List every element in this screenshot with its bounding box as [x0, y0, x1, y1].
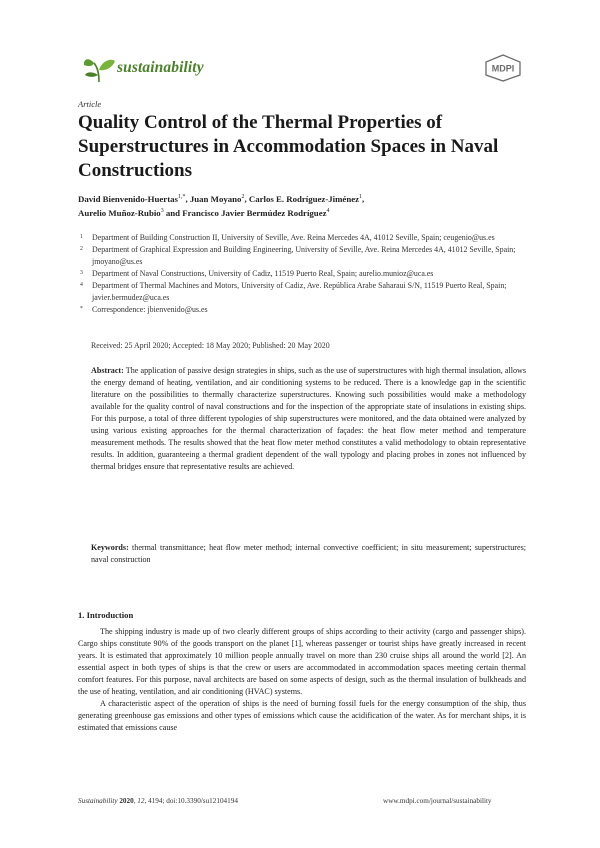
affiliation-list: [78, 232, 528, 316]
paragraph: A characteristic aspect of the operation of ships is the need of burning fossil fuels for the energy consumption of the ship, thus generating greenhouse gas emissions and other types of emissions which cause the acidification of the water. As for merchant ships, it is estimated that emissions cause: [78, 699, 526, 733]
abstract-label: Abstract:: [91, 366, 124, 375]
affiliation-text: Department of Naval Constructions, University of Cadiz, 11519 Puerto Real, Spain; aurelio.munioz@uca.es: [92, 269, 434, 278]
affiliation-number: *: [80, 306, 83, 312]
author-name: Aurelio Muñoz-Rubio: [78, 207, 161, 218]
author-name: Juan Moyano: [189, 194, 242, 204]
keywords-text: thermal transmittance; heat flow meter method; internal convective coefficient; in situ measurement; superstructures; naval construction: [91, 543, 526, 565]
section-heading: 1. Introduction: [78, 610, 134, 620]
publication-dates: Received: 25 April 2020; Accepted: 18 May 2020; Published: 20 May 2020: [91, 341, 330, 350]
affiliation-number: 1: [80, 234, 83, 240]
abstract-text: The application of passive design strategies in ships, such as the use of superstructures with high thermal insulation, allows the energy demand of heating, ventilation, and air conditioning systems to be reduced. There is a knowledge gap in the scientific literature on the possibilities to thermally characterize superstructures. Knowing such possibilities would make a methodology available for the quality control of naval constructions and for the inspection of the appropriate state of insulations in existing ships. For this purpose, a total of three different typologies of ship superstructures were monitored, and the data obtained were analyzed by using various existing approaches for the thermal characterization of façades: the heat flow meter method and temperature measurement methods. The results showed that the heat flow meter method constitutes a valid methodology to obtain representative results. In addition, guaranteeing a thermal gradient dependent of the wall typology and placing probes in zones not influenced by thermal bridges ensure that representative results are achieved.: [91, 366, 526, 472]
footer-doi: , 4194; doi:10.3390/su12104194: [144, 797, 238, 805]
affiliation-text: Department of Building Construction II, University of Seville, Ave. Reina Mercedes 4A, 41012 Seville, Spain; ceugenio@us.es: [92, 233, 495, 242]
mdpi-logo-text: MDPI: [491, 63, 515, 74]
author-name: Carlos E. Rodríguez-Jiménez: [248, 194, 360, 204]
author-separator: ,: [185, 194, 190, 204]
author-separator: ,: [244, 194, 249, 204]
author-affiliation-mark: 2: [241, 194, 245, 201]
footer-citation: Sustainability 2020, 12, 4194; doi:10.3390/su12104194: [78, 797, 238, 805]
affiliation-text: Department of Graphical Expression and Building Engineering, University of Seville, Ave. Reina Mercedes 4A, 41012 Seville, Spain; jmoyano@us.es: [92, 245, 516, 266]
affiliation-item: [78, 232, 528, 244]
affiliation-number: 4: [80, 282, 83, 288]
author-name: Francisco Javier Bermúdez Rodríguez: [182, 207, 327, 218]
affiliation-item: [78, 268, 528, 280]
author-separator: ,: [362, 194, 365, 204]
leaf-sprout-icon: [82, 54, 116, 84]
author-name: David Bienvenido-Huertas: [78, 194, 178, 204]
footer-journal-url[interactable]: www.mdpi.com/journal/sustainability: [383, 797, 492, 805]
footer-journal: Sustainability: [78, 797, 118, 805]
body-text: [78, 626, 526, 734]
footer-volume: 12: [137, 797, 145, 805]
journal-name: sustainability: [117, 59, 204, 76]
article-type: Article: [78, 99, 102, 109]
keywords: [91, 542, 526, 566]
footer-year: 2020: [119, 797, 134, 805]
author-affiliation-mark: 1,*: [177, 194, 186, 201]
mdpi-logo: [484, 54, 522, 82]
keywords-label: Keywords:: [91, 543, 129, 552]
author-separator: and: [163, 207, 183, 218]
affiliation-item: [78, 280, 528, 304]
affiliation-text: Department of Thermal Machines and Motors, University of Cadiz, Ave. República Arabe Saharaui S/N, 11519 Puerto Real, Spain; javier.bermudez@uca.es: [92, 281, 507, 302]
affiliation-number: 3: [80, 270, 83, 276]
paragraph: The shipping industry is made up of two clearly different groups of ships according to their activity (cargo and passenger ships). Cargo ships constitute 90% of the goods transport on the planet [1], whereas passenger or tourist ships have greatly increased in recent years. It is estimated that approximately 10 million people annually travel on more than 230 cruise ships all around the world [2]. An essential aspect in both types of ships is that the crew or users are accommodated in accommodation spaces meeting certain thermal comfort features. For this purpose, naval architects are based on some aspects of design, such as the thermal insulation of bulkheads and the use of heating, ventilation, and air conditioning (HVAC) systems.: [78, 627, 526, 697]
abstract: [91, 365, 526, 473]
author-affiliation-mark: 3: [160, 207, 164, 214]
author-list: [78, 193, 528, 220]
affiliation-item: [78, 304, 528, 316]
affiliation-text: Correspondence: jbienvenido@us.es: [92, 305, 208, 314]
affiliation-number: 2: [80, 246, 83, 252]
author-affiliation-mark: 4: [326, 207, 330, 214]
affiliation-item: [78, 244, 528, 268]
author-affiliation-mark: 1: [359, 194, 363, 201]
article-title: Quality Control of the Thermal Properties of Superstructures in Accommodation Spaces in Naval Constructions: [78, 112, 499, 181]
